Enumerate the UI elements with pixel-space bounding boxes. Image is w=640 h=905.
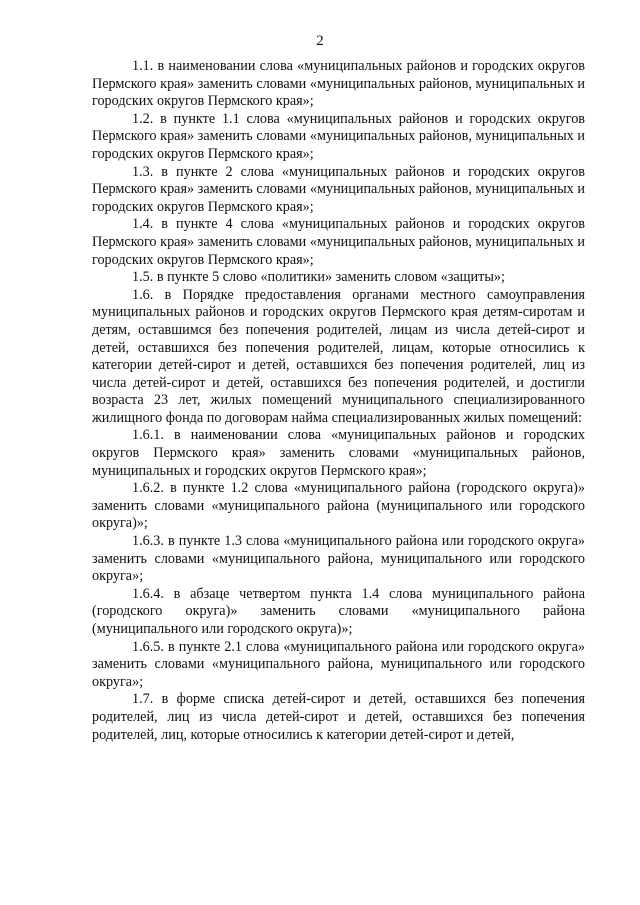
document-body (92, 58, 585, 744)
paragraph-1-1: 1.1. в наименовании слова «муниципальных районов и городских округов Пермского края» заменить словами «муниципальных районов, муниципальных и городских округов Пермского края»; (92, 58, 585, 110)
paragraph-1-7: 1.7. в форме списка детей-сирот и детей, оставшихся без попечения родителей, лиц из числа детей-сирот и детей, оставшихся без попечения родителей, лиц, которые относились к категории детей-сирот и детей, (92, 691, 585, 743)
paragraph-1-5: 1.5. в пункте 5 слово «политики» заменить словом «защиты»; (132, 269, 505, 286)
paragraph-1-6: 1.6. в Порядке предоставления органами местного самоуправления муниципальных районов и городских округов Пермского края детям-сиротам и детям, оставшимся без попечения родителей, лицам из числа детей-сирот и детей, оставшихся без попечения родителей, лицам, которые относились к категории детей-сирот и детей, оставшихся без попечения родителей, лиц из числа детей-сирот и детей, оставшихся без попечения родителей, и достигли возраста 23 лет, жилых помещений муниципального специализированного жилищного фонда по договорам найма специализированных жилых помещений: (92, 286, 585, 426)
paragraph-1-6-3: 1.6.3. в пункте 1.3 слова «муниципального района или городского округа» заменить словами «муниципального района, муниципального или городского округа»; (92, 533, 585, 585)
paragraph-1-2: 1.2. в пункте 1.1 слова «муниципальных районов и городских округов Пермского края» заменить словами «муниципальных районов, муниципальных и городских округов Пермского края»; (92, 110, 585, 162)
page-number: 2 (316, 33, 324, 49)
paragraph-1-6-4: 1.6.4. в абзаце четвертом пункта 1.4 слова муниципального района (городского округа)» заменить словами «муниципального района (муниципального или городского округа)»; (92, 585, 585, 637)
paragraph-1-3: 1.3. в пункте 2 слова «муниципальных районов и городских округов Пермского края» заменить словами «муниципальных районов, муниципальных и городских округов Пермского края»; (92, 163, 585, 215)
paragraph-1-4: 1.4. в пункте 4 слова «муниципальных районов и городских округов Пермского края» заменить словами «муниципальных районов, муниципальных и городских округов Пермского края»; (92, 216, 585, 268)
paragraph-1-6-1: 1.6.1. в наименовании слова «муниципальных районов и городских округов Пермского края» заменить словами «муниципальных районов, муниципальных и городских округов Пермского края»; (92, 427, 585, 479)
paragraph-1-6-5: 1.6.5. в пункте 2.1 слова «муниципального района или городского округа» заменить словами «муниципального района, муниципального или городского округа»; (92, 638, 585, 690)
paragraph-1-6-2: 1.6.2. в пункте 1.2 слова «муниципального района (городского округа)» заменить словами «муниципального района (муниципального или городского округа)»; (92, 480, 585, 532)
